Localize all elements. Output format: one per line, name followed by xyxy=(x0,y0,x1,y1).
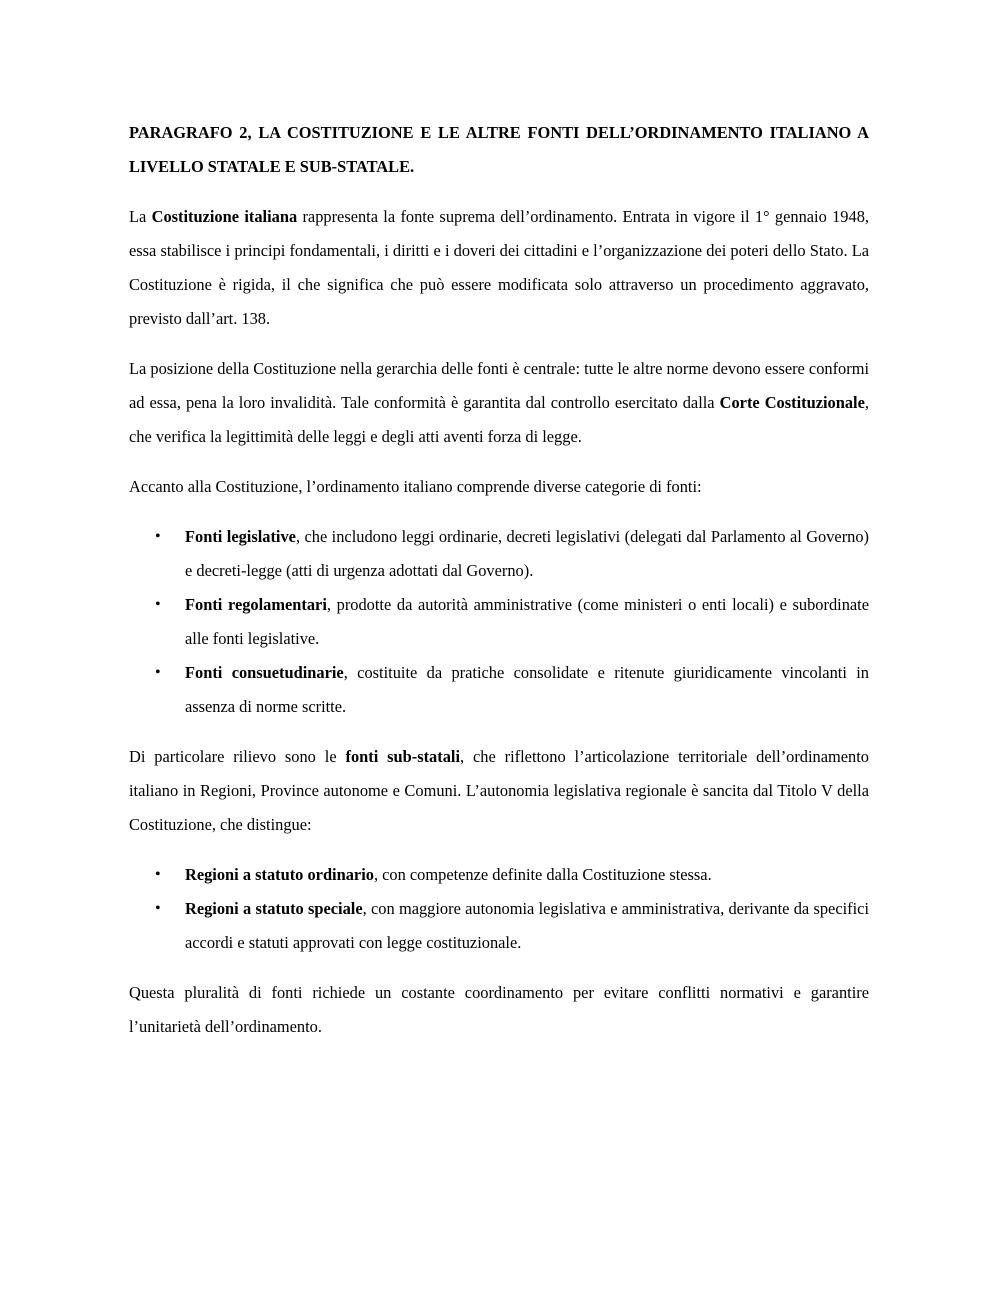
paragraph-sub-statali xyxy=(129,740,869,842)
bullet-icon: • xyxy=(155,900,161,917)
list-item-text: , con maggiore autonomia legislativa e amministrativa, derivante da specifici accordi e statuti approvati con legge costituzionale. xyxy=(185,899,869,952)
paragraph-text: , che riflettono l’articolazione territoriale dell’ordinamento italiano in Regioni, Province autonome e Comuni. L’autonomia legislativa regionale è sancita dal Titolo V della Costituzione, che distingue: xyxy=(129,747,869,834)
paragraph-text: La posizione della Costituzione nella gerarchia delle fonti è centrale: tutte le altre norme devono essere conformi ad essa, pena la loro invalidità. Tale conformità è garantita dal controllo esercitato dalla xyxy=(129,359,870,412)
list-item xyxy=(129,520,869,588)
paragraph-text: La xyxy=(129,207,152,226)
paragraph-categorie: Accanto alla Costituzione, l’ordinamento italiano comprende diverse categorie di fonti: xyxy=(129,477,702,496)
bold-term: Fonti legislative xyxy=(185,527,296,546)
bold-term: Fonti regolamentari xyxy=(185,595,327,614)
bullet-icon: • xyxy=(155,866,161,883)
paragraph-conclusione: Questa pluralità di fonti richiede un costante coordinamento per evitare conflitti normativi e garantire l’unitarietà dell’ordinamento. xyxy=(129,983,869,1036)
bullet-icon: • xyxy=(155,528,161,545)
list-item xyxy=(129,892,869,960)
bullet-icon: • xyxy=(155,596,161,613)
list-fonti xyxy=(129,520,869,724)
list-item-text: , che includono leggi ordinarie, decreti legislativi (delegati dal Parlamento al Governo) e decreti-legge (atti di urgenza adottati dal Governo). xyxy=(185,527,870,580)
bold-term: Regioni a statuto speciale xyxy=(185,899,363,918)
bold-term: Regioni a statuto ordinario xyxy=(185,865,374,884)
list-item xyxy=(129,588,869,656)
paragraph-text: Di particolare rilievo sono le xyxy=(129,747,346,766)
paragraph-text: rappresenta la fonte suprema dell’ordinamento. Entrata in vigore il 1° gennaio 1948, essa stabilisce i principi fondamentali, i diritti e i doveri dei cittadini e l’organizzazione dei poteri dello Stato. La Costituzione è rigida, il che significa che può essere modificata solo attraverso un procedimento aggravato, previsto dall’art. 138. xyxy=(129,207,869,328)
bold-term: Fonti consuetudinarie xyxy=(185,663,344,682)
paragraph-gerarchia xyxy=(129,352,869,454)
list-item xyxy=(129,656,869,724)
bold-term: fonti sub-statali xyxy=(345,747,461,766)
paragraph-text: , che verifica la legittimità delle leggi e degli atti aventi forza di legge. xyxy=(129,393,869,446)
document-page xyxy=(129,116,869,1060)
paragraph-costituzione xyxy=(129,200,869,336)
bold-term: Costituzione italiana xyxy=(151,207,298,226)
list-item xyxy=(129,858,869,892)
section-heading: PARAGRAFO 2, LA COSTITUZIONE E LE ALTRE FONTI DELL’ORDINAMENTO ITALIANO A LIVELLO STATALE E SUB-STATALE. xyxy=(129,123,869,176)
list-item-text: , con competenze definite dalla Costituzione stessa. xyxy=(373,865,712,884)
bold-term: Corte Costituzionale xyxy=(719,393,865,412)
bullet-icon: • xyxy=(155,664,161,681)
list-item-text: , costituite da pratiche consolidate e ritenute giuridicamente vincolanti in assenza di norme scritte. xyxy=(185,663,869,716)
list-item-text: , prodotte da autorità amministrative (come ministeri o enti locali) e subordinate alle fonti legislative. xyxy=(185,595,869,648)
list-regioni xyxy=(129,858,869,960)
